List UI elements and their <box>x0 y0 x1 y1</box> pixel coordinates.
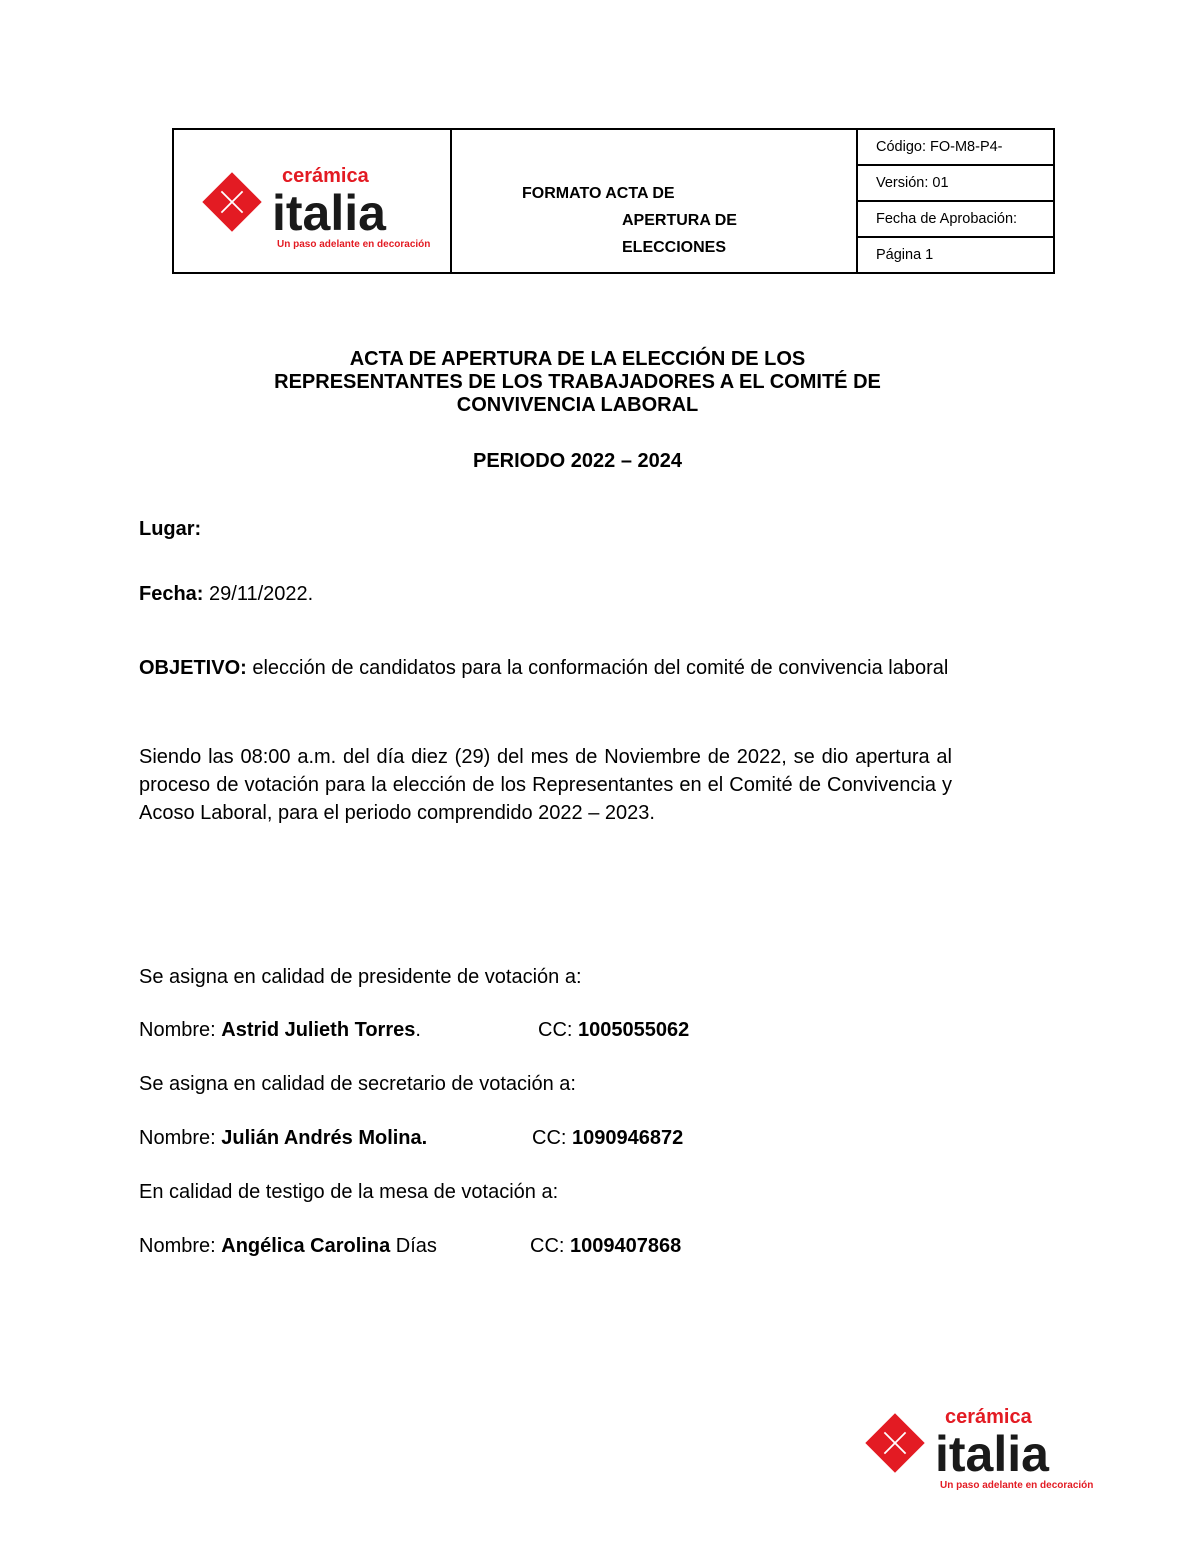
header-title-line3: ELECCIONES <box>622 239 727 256</box>
header-codigo: Código: FO-M8-P4- <box>858 130 1053 166</box>
nombre-label: Nombre: <box>139 1019 222 1041</box>
document-header-table <box>172 128 1055 274</box>
presidente-nombre-line <box>139 1016 421 1044</box>
secretario-cc-line <box>532 1124 683 1152</box>
secretario-intro: Se asigna en calidad de secretario de votación a: <box>139 1073 576 1095</box>
secretario-nombre-line <box>139 1124 427 1152</box>
header-version: Versión: 01 <box>858 166 1053 202</box>
diamond-tiles-icon <box>205 175 258 228</box>
footer-ceramica-italia-logo <box>855 1393 1105 1493</box>
logo-main-word: italia <box>272 185 386 241</box>
periodo: PERIODO 2022 – 2024 <box>472 450 682 472</box>
logo-top-word: cerámica <box>945 1406 1032 1428</box>
presidente-intro: Se asigna en calidad de presidente de votación a: <box>139 966 582 988</box>
presidente-nombre: Astrid Julieth Torres <box>221 1019 416 1041</box>
fecha-value: 29/11/2022. <box>203 583 314 605</box>
title-line2: REPRESENTANTES DE LOS TRABAJADORES A EL COMITÉ DE <box>274 371 881 393</box>
objetivo-label: OBJETIVO: <box>139 657 247 679</box>
logo-top-word: cerámica <box>282 165 369 187</box>
header-logo-cell <box>174 130 452 272</box>
testigo-cc-line <box>530 1232 681 1260</box>
cc-label: CC: <box>538 1019 578 1041</box>
presidente-cc-line <box>538 1016 689 1044</box>
secretario-nombre: Julián Andrés Molina. <box>221 1127 428 1149</box>
objetivo <box>139 654 1019 682</box>
cc-label: CC: <box>532 1127 572 1149</box>
nombre-label: Nombre: <box>139 1235 222 1257</box>
header-title-line1: FORMATO ACTA DE <box>522 185 675 202</box>
apertura-paragraph: Siendo las 08:00 a.m. del día diez (29) del mes de Noviembre de 2022, se dio apertura al proceso de votación para la elección de los Representantes en el Comité de Convivencia y Acoso Laboral, para el periodo comprendido 2022 – 2023. <box>139 746 952 824</box>
fecha-label: Fecha: <box>139 583 204 605</box>
ceramica-italia-logo <box>192 152 442 252</box>
testigo-apellido: Días <box>390 1235 437 1257</box>
objetivo-text: elección de candidatos para la conformación del comité de convivencia laboral <box>246 657 949 679</box>
punct: . <box>415 1019 421 1041</box>
diamond-tiles-icon <box>868 1416 921 1469</box>
header-fecha-aprobacion: Fecha de Aprobación: <box>858 202 1053 238</box>
testigo-nombre: Angélica Carolina <box>221 1235 391 1257</box>
testigo-intro: En calidad de testigo de la mesa de votación a: <box>139 1181 559 1203</box>
header-meta-cell <box>858 130 1053 272</box>
fecha-line <box>139 580 313 608</box>
header-title-cell <box>452 130 858 272</box>
header-pagina: Página 1 <box>876 247 934 263</box>
presidente-cc: 1005055062 <box>578 1019 690 1041</box>
lugar-label: Lugar: <box>139 518 202 540</box>
secretario-cc: 1090946872 <box>572 1127 684 1149</box>
logo-main-word: italia <box>935 1426 1049 1482</box>
document-title <box>150 348 1005 417</box>
cc-label: CC: <box>530 1235 570 1257</box>
title-line1: ACTA DE APERTURA DE LA ELECCIÓN DE LOS <box>349 348 806 370</box>
testigo-cc: 1009407868 <box>570 1235 682 1257</box>
logo-tagline: Un paso adelante en decoración <box>940 1480 1094 1491</box>
logo-tagline: Un paso adelante en decoración <box>277 239 431 250</box>
testigo-nombre-line <box>139 1232 437 1260</box>
header-title-line2: APERTURA DE <box>622 212 737 229</box>
nombre-label: Nombre: <box>139 1127 222 1149</box>
title-line3: CONVIVENCIA LABORAL <box>456 394 699 416</box>
